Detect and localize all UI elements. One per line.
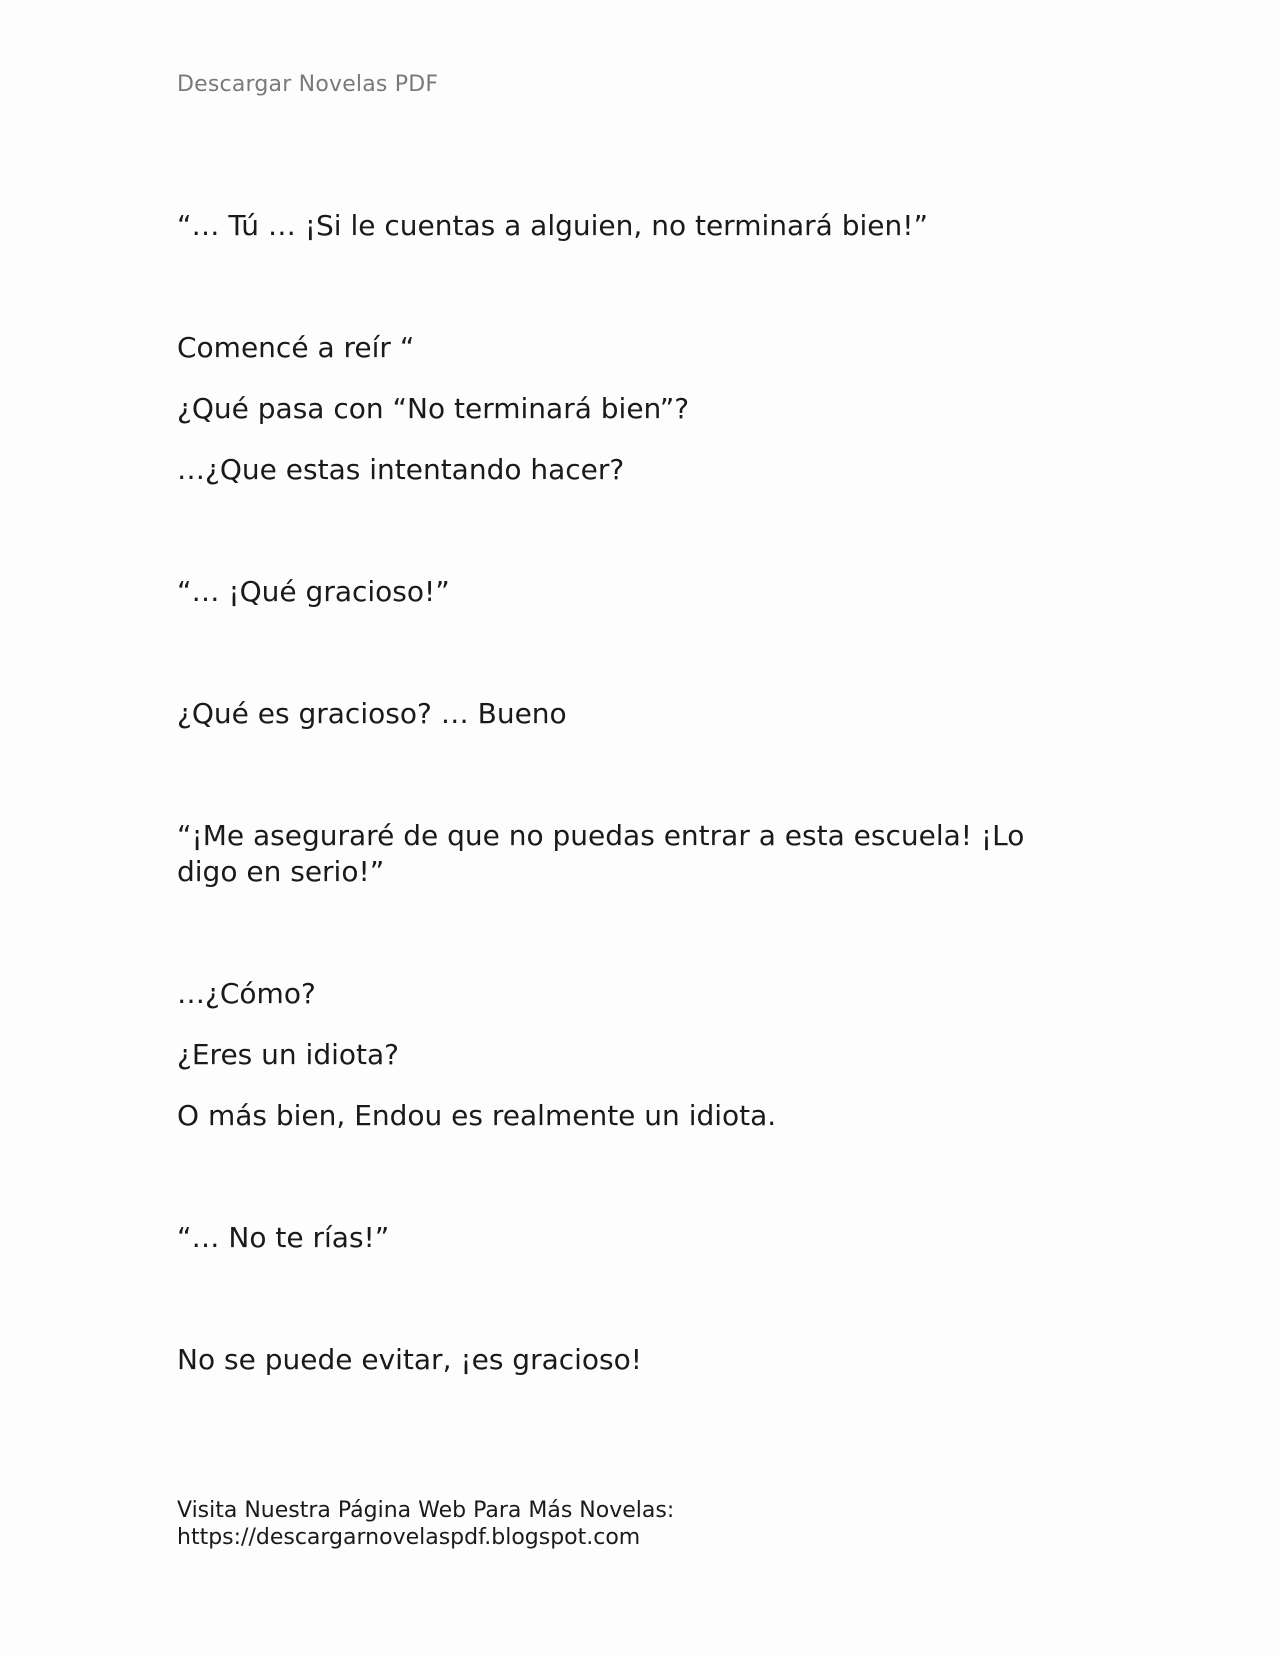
page-footer bbox=[177, 1497, 674, 1551]
footer-text: Visita Nuestra Página Web Para Más Novelas: bbox=[177, 1498, 675, 1523]
paragraph: O más bien, Endou es realmente un idiota. bbox=[177, 1099, 777, 1132]
footer-link[interactable]: https://descargarnovelaspdf.blogspot.com bbox=[177, 1525, 641, 1550]
paragraph: ¿Qué pasa con “No terminará bien”? bbox=[177, 392, 690, 425]
paragraph: …¿Que estas intentando hacer? bbox=[177, 453, 625, 486]
paragraph: “… Tú … ¡Si le cuentas a alguien, no terminará bien!” bbox=[177, 209, 928, 242]
paragraph: ¿Qué es gracioso? … Bueno bbox=[177, 697, 567, 730]
paragraph: ¿Eres un idiota? bbox=[177, 1038, 400, 1071]
paragraph: No se puede evitar, ¡es gracioso! bbox=[177, 1343, 642, 1376]
paragraph: “¡Me aseguraré de que no puedas entrar a esta escuela! ¡Lo digo en serio!” bbox=[177, 819, 1025, 888]
paragraph: …¿Cómo? bbox=[177, 977, 316, 1010]
paragraph: “… No te rías!” bbox=[177, 1221, 390, 1254]
paragraph: Comencé a reír “ bbox=[177, 331, 415, 364]
page-header: Descargar Novelas PDF bbox=[177, 72, 439, 97]
paragraph: “… ¡Qué gracioso!” bbox=[177, 575, 450, 608]
